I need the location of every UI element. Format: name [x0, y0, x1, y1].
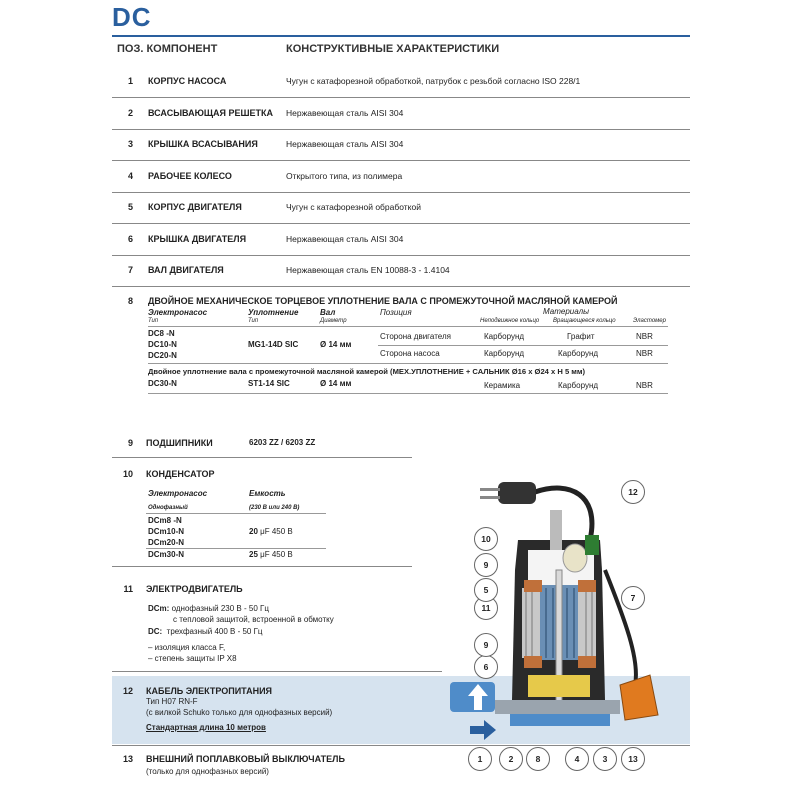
row-6-number: 6 [127, 234, 133, 244]
row-separator [148, 326, 668, 327]
row-7-value: Нержавеющая сталь EN 10088-3 - 1.4104 [286, 265, 450, 275]
seal-pos-pump: Сторона насоса [380, 349, 440, 358]
callout-4: 4 [565, 747, 589, 771]
cable-plug-note: (с вилкой Schuko только для однофазных версий) [146, 708, 333, 717]
capacitor [563, 544, 587, 572]
row-separator [148, 393, 668, 394]
row-separator [112, 160, 690, 161]
inflow-arrow-icon [470, 720, 496, 740]
row-1-name: КОРПУС НАСОСА [148, 76, 227, 86]
row-separator [112, 671, 442, 672]
capacitor-header-voltage: (230 В или 240 В) [249, 505, 300, 511]
row-separator [112, 223, 690, 224]
seal-type-2: ST1-14 SIC [248, 379, 290, 388]
bearings-value: 6203 ZZ / 6203 ZZ [249, 438, 316, 447]
callout-12: 12 [621, 480, 645, 504]
row-9-number: 9 [127, 438, 133, 448]
row-separator [148, 363, 668, 364]
seal-header-pump: Электронасос [148, 308, 208, 317]
row-1-value: Чугун с катафорезной обработкой, патрубок с резьбой согласно ISO 228/1 [286, 76, 581, 86]
row-5-value: Чугун с катафорезной обработкой [286, 202, 421, 212]
suction-grate [510, 714, 610, 726]
seal-fixed-motor: Карборунд [484, 332, 525, 341]
row-5-name: КОРПУС ДВИГАТЕЛЯ [148, 202, 242, 212]
row-1-number: 1 [127, 76, 133, 86]
capacitor-pump-1: DCm8 -N [148, 516, 182, 525]
callout-8: 8 [526, 747, 550, 771]
row-4-number: 4 [127, 171, 133, 181]
callout-7: 7 [621, 586, 645, 610]
capacitor-value-1: 20 μF 450 В [249, 527, 293, 536]
motor-dc: DC: трехфазный 400 В - 50 Гц [148, 627, 263, 636]
row-4-value: Открытого типа, из полимера [286, 171, 403, 181]
row-13-number: 13 [122, 754, 133, 764]
schuko-plug-icon [480, 482, 536, 504]
row-2-value: Нержавеющая сталь AISI 304 [286, 108, 404, 118]
seal-el-motor: NBR [636, 332, 653, 341]
callout-1: 1 [468, 747, 492, 771]
row-separator [112, 566, 412, 567]
callout-10: 10 [474, 527, 498, 551]
callout-2: 2 [499, 747, 523, 771]
seal-type-1: MG1-14D SIC [248, 340, 299, 349]
capacitor-pump-4: DCm30-N [148, 550, 185, 559]
motor-insulation: – изоляция класса F, [148, 643, 226, 652]
motor-dcm: DCm: однофазный 230 В - 50 Гц [148, 604, 269, 613]
callout-3: 3 [593, 747, 617, 771]
header-rule [112, 35, 690, 37]
discharge-port [450, 682, 495, 712]
seal-header-seal-sub: Тип [248, 318, 259, 324]
bearings-name: ПОДШИПНИКИ [146, 438, 213, 448]
seal-fixed-2: Керамика [484, 381, 521, 390]
row-6-value: Нержавеющая сталь AISI 304 [286, 234, 404, 244]
seal-header-seal: Уплотнение [248, 308, 299, 317]
row-11-number: 11 [123, 584, 133, 594]
row-separator [112, 129, 690, 130]
row-separator [378, 345, 668, 346]
row-separator [112, 97, 690, 98]
callout-13: 13 [621, 747, 645, 771]
header-characteristics: КОНСТРУКТИВНЫЕ ХАРАКТЕРИСТИКИ [286, 43, 500, 55]
row-separator [112, 255, 690, 256]
cable-gland [585, 535, 599, 555]
row-2-name: ВСАСЫВАЮЩАЯ РЕШЕТКА [148, 108, 274, 118]
handle [550, 510, 562, 550]
motor-name: ЭЛЕКТРОДВИГАТЕЛЬ [146, 584, 243, 594]
row-separator [112, 192, 690, 193]
capacitor-name: КОНДЕНСАТОР [146, 469, 215, 479]
seal-header-shaft-sub: Диаметр [320, 318, 347, 324]
capacitor-header-capacity: Емкость [249, 489, 286, 498]
seal-pump-1: DC8 -N [148, 329, 175, 338]
float-note: (только для однофазных версий) [146, 767, 269, 776]
seal-pump-3: DC20-N [148, 351, 177, 360]
row-separator [146, 513, 326, 514]
pump-casing [495, 700, 620, 714]
callout-6: 6 [474, 655, 498, 679]
seal-shaft-1: Ø 14 мм [320, 340, 352, 349]
seal-rot-pump: Карборунд [558, 349, 599, 358]
winding-bottom-right [578, 656, 596, 668]
row-3-number: 3 [127, 139, 133, 149]
seal-header-materials: Материалы [543, 307, 589, 316]
row-8-number: 8 [127, 296, 133, 306]
callout-9-upper: 9 [474, 553, 498, 577]
row-10-number: 10 [122, 469, 133, 479]
seal-header-pump-sub: Тип [148, 318, 159, 324]
capacitor-pump-3: DCm20-N [148, 538, 185, 547]
callout-5: 5 [474, 578, 498, 602]
row-7-name: ВАЛ ДВИГАТЕЛЯ [148, 265, 224, 275]
header-position-component: ПОЗ. КОМПОНЕНТ [117, 43, 218, 55]
seal-el-2: NBR [636, 381, 653, 390]
seal-pump-2: DC10-N [148, 340, 177, 349]
seal-header-fixed-ring: Неподвижное кольцо [480, 318, 540, 324]
page-title: DC [112, 2, 152, 32]
seal-rot-2: Карборунд [558, 381, 599, 390]
row-12-number: 12 [122, 686, 133, 696]
seal-shaft-2: Ø 14 мм [320, 379, 352, 388]
float-name: ВНЕШНИЙ ПОПЛАВКОВЫЙ ВЫКЛЮЧАТЕЛЬ [146, 754, 345, 764]
cable-name: КАБЕЛЬ ЭЛЕКТРОПИТАНИЯ [146, 686, 273, 696]
pump-cutaway-illustration [440, 470, 690, 770]
motor-dcm-line2: с тепловой защитой, встроенной в обмотку [173, 615, 334, 624]
capacitor-header-phase: Однофазный [148, 505, 188, 511]
seal-note: Двойное уплотнение вала с промежуточной масляной камерой (МЕХ.УПЛОТНЕНИЕ + САЛЬНИК Ø16 x Ø24 x H 5 мм) [148, 367, 586, 376]
seal-pos-motor: Сторона двигателя [380, 332, 451, 341]
capacitor-value-2: 25 μF 450 В [249, 550, 293, 559]
power-cable [535, 488, 592, 540]
row-separator [146, 548, 326, 549]
callout-11: 11 [474, 596, 498, 620]
seal-header-position: Позиция [380, 308, 412, 317]
float-switch [620, 675, 658, 720]
winding-top-left [524, 580, 542, 592]
row-separator [112, 457, 412, 458]
winding-top-right [578, 580, 596, 592]
row-5-number: 5 [127, 202, 133, 212]
seal-header-shaft: Вал [320, 308, 336, 317]
row-6-name: КРЫШКА ДВИГАТЕЛЯ [148, 234, 247, 244]
motor-protection: – степень защиты IP X8 [148, 654, 237, 663]
oil-chamber [528, 675, 590, 697]
row-3-name: КРЫШКА ВСАСЫВАНИЯ [148, 139, 258, 149]
cable-type: Тип H07 RN-F [146, 697, 198, 706]
capacitor-header-pump: Электронасос [148, 489, 208, 498]
seal-pump-dc30: DC30-N [148, 379, 177, 388]
seal-rot-motor: Графит [567, 332, 595, 341]
row-7-number: 7 [127, 265, 133, 275]
winding-bottom-left [524, 656, 542, 668]
cable-standard-length: Стандартная длина 10 метров [146, 723, 266, 732]
seal-header-elastomer: Эластомер [633, 318, 666, 324]
row-4-name: РАБОЧЕЕ КОЛЕСО [148, 171, 232, 181]
row-separator [112, 286, 690, 287]
callout-9-lower: 9 [474, 633, 498, 657]
seal-header-rotating-ring: Вращающееся кольцо [553, 318, 616, 324]
capacitor-pump-2: DCm10-N [148, 527, 185, 536]
row-2-number: 2 [127, 108, 133, 118]
seal-title: ДВОЙНОЕ МЕХАНИЧЕСКОЕ ТОРЦЕВОЕ УПЛОТНЕНИЕ ВАЛА С ПРОМЕЖУТОЧНОЙ МАСЛЯНОЙ КАМЕРОЙ [148, 296, 618, 306]
seal-el-pump: NBR [636, 349, 653, 358]
row-3-value: Нержавеющая сталь AISI 304 [286, 139, 404, 149]
seal-fixed-pump: Карборунд [484, 349, 525, 358]
